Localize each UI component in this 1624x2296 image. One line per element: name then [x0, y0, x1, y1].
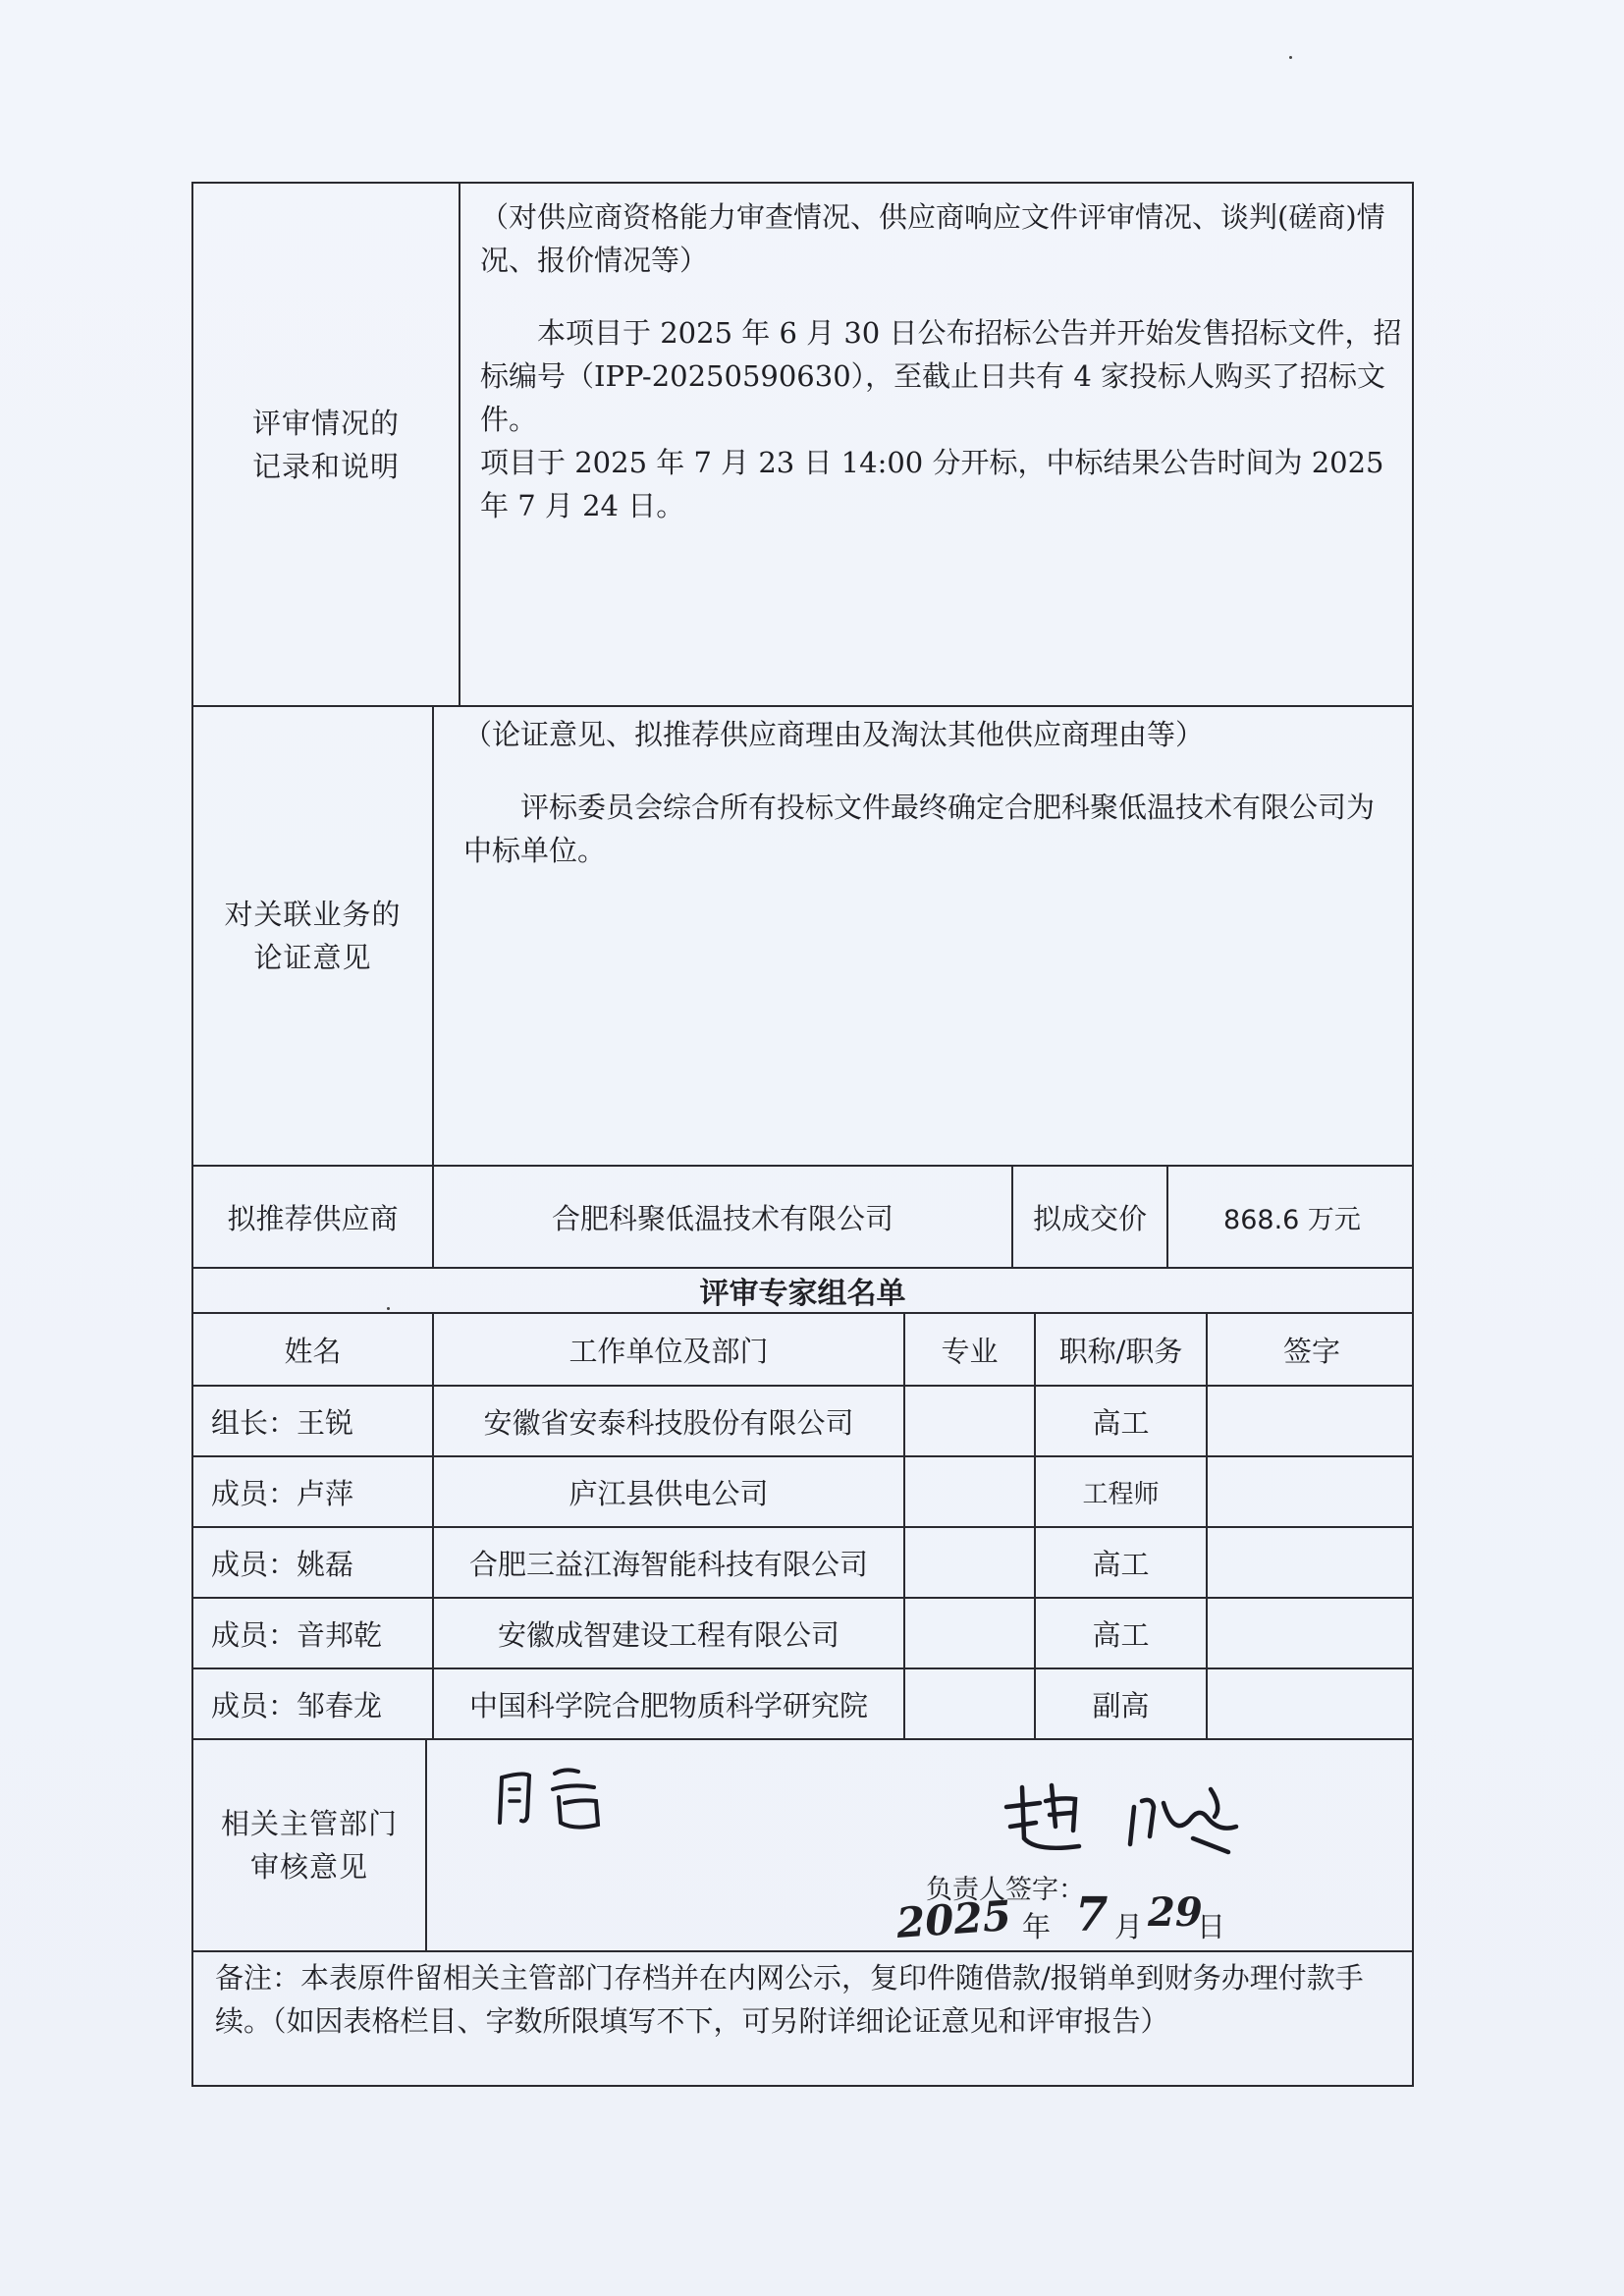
opinion-label	[193, 707, 434, 1165]
expert-name: 组长：王锐	[193, 1387, 434, 1455]
table-row	[193, 1457, 1412, 1528]
expert-unit: 安徽省安泰科技股份有限公司	[434, 1387, 905, 1455]
expert-title: 工程师	[1036, 1457, 1208, 1526]
opinion-hint: （论证意见、拟推荐供应商理由及淘汰其他供应商理由等）	[463, 718, 1205, 751]
table-row	[193, 1528, 1412, 1599]
expert-unit: 中国科学院合肥物质科学研究院	[434, 1669, 905, 1738]
expert-name: 成员：邹春龙	[193, 1669, 434, 1738]
scan-speck	[1289, 56, 1292, 59]
date-year-label: 年	[1022, 1910, 1052, 1943]
opinion-row	[193, 707, 1412, 1167]
review-form-table	[191, 182, 1414, 2087]
handwritten-approval-signature	[496, 1762, 614, 1840]
review-para-1: 本项目于 2025 年 6 月 30 日公布招标公告并开始发售招标文件，招标编号（IPP-20250590630），至截止日共有 4 家投标人购买了招标文件。	[480, 316, 1402, 436]
supplier-label: 拟推荐供应商	[193, 1167, 434, 1267]
expert-unit: 合肥三益江海智能科技有限公司	[434, 1528, 905, 1597]
expert-major	[905, 1528, 1036, 1597]
review-hint: （对供应商资格能力审查情况、供应商响应文件评审情况、谈判(磋商)情况、报价情况等）	[480, 200, 1385, 277]
supplier-row	[193, 1167, 1412, 1269]
remark-row	[193, 1952, 1412, 2087]
supplier-name: 合肥科聚低温技术有限公司	[434, 1167, 1013, 1267]
expert-name: 成员：音邦乾	[193, 1599, 434, 1667]
expert-unit: 安徽成智建设工程有限公司	[434, 1599, 905, 1667]
expert-title: 高工	[1036, 1528, 1208, 1597]
opinion-content	[434, 707, 1416, 1165]
dept-approval-row	[193, 1740, 1412, 1952]
review-label-line1: 评审情况的	[251, 406, 400, 440]
header-unit: 工作单位及部门	[434, 1314, 905, 1385]
date-month-label: 月	[1114, 1910, 1144, 1943]
table-row	[193, 1387, 1412, 1457]
expert-sign	[1208, 1669, 1416, 1738]
price-value: 868.6 万元	[1223, 1204, 1361, 1235]
dept-label-line1: 相关主管部门	[220, 1807, 398, 1840]
expert-sign	[1208, 1457, 1416, 1526]
experts-title: 评审专家组名单	[193, 1269, 1412, 1314]
date-month-handwritten: 7	[1075, 1887, 1109, 1942]
review-record-content	[460, 184, 1416, 705]
expert-sign	[1208, 1528, 1416, 1597]
review-record-row	[193, 184, 1412, 707]
date-year-handwritten: 2025	[894, 1890, 1013, 1948]
handwritten-signer-signature	[997, 1768, 1252, 1866]
table-row	[193, 1669, 1412, 1740]
remark-text: 备注：本表原件留相关主管部门存档并在内网公示，复印件随借款/报销单到财务办理付款手续。（如因表格栏目、字数所限填写不下，可另附详细论证意见和评审报告）	[215, 1961, 1364, 2038]
signer-label: 负责人签字：	[926, 1875, 1085, 1905]
dept-approval-label	[193, 1740, 427, 1950]
header-title: 职称/职务	[1036, 1314, 1208, 1385]
expert-major	[905, 1457, 1036, 1526]
expert-title: 高工	[1036, 1599, 1208, 1667]
review-para-2: 项目于 2025 年 7 月 23 日 14:00 分开标，中标结果公告时间为 2025 年 7 月 24 日。	[480, 446, 1384, 522]
header-sign: 签字	[1282, 1334, 1340, 1368]
table-row	[193, 1599, 1412, 1669]
expert-major	[905, 1387, 1036, 1455]
price-label: 拟成交价	[1013, 1167, 1168, 1267]
expert-title: 高工	[1036, 1387, 1208, 1455]
opinion-para-1: 评标委员会综合所有投标文件最终确定合肥科聚低温技术有限公司为中标单位。	[463, 791, 1376, 867]
review-record-label	[193, 184, 460, 705]
experts-header-row	[193, 1314, 1412, 1387]
dept-approval-content	[427, 1740, 1416, 1950]
expert-name: 成员：卢萍	[193, 1457, 434, 1526]
expert-name: 成员：姚磊	[193, 1528, 434, 1597]
expert-sign	[1208, 1599, 1416, 1667]
expert-sign	[1208, 1387, 1416, 1455]
opinion-label-line2: 论证意见	[253, 941, 372, 974]
dept-label-line2: 审核意见	[249, 1850, 368, 1884]
expert-title: 副高	[1036, 1669, 1208, 1738]
expert-unit: 庐江县供电公司	[434, 1457, 905, 1526]
date-day-label: 日	[1197, 1910, 1226, 1943]
review-label-line2: 记录和说明	[251, 449, 400, 483]
header-major: 专业	[905, 1314, 1036, 1385]
date-day-handwritten: 29	[1148, 1889, 1203, 1936]
expert-major	[905, 1599, 1036, 1667]
opinion-label-line1: 对关联业务的	[224, 898, 402, 931]
header-name: 姓名	[193, 1314, 434, 1385]
expert-major	[905, 1669, 1036, 1738]
